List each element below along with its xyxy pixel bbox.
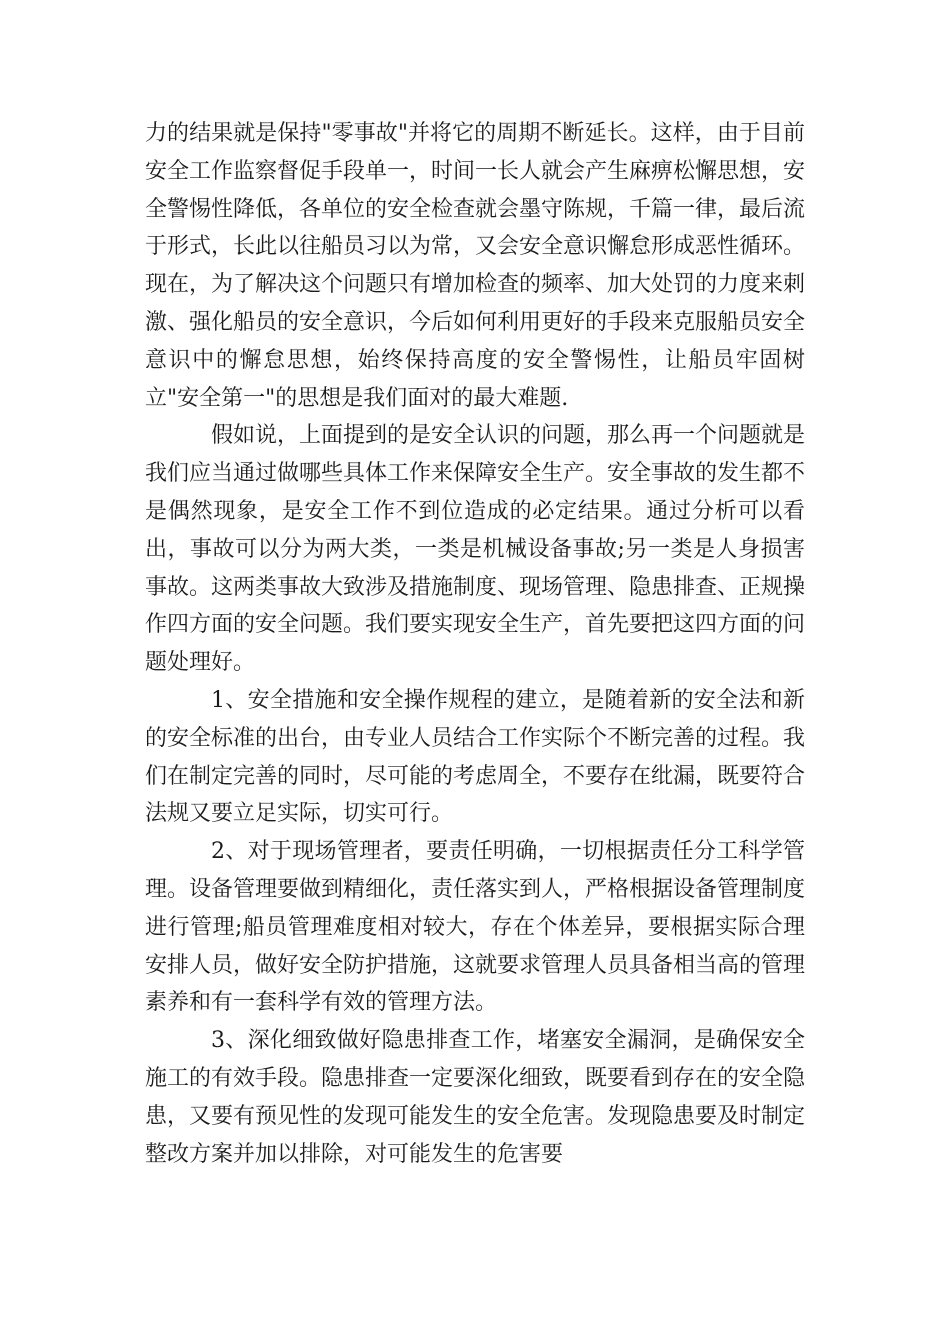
paragraph-4: 2、对于现场管理者，要责任明确，一切根据责任分工科学管理。设备管理要做到精细化，责任落实到人，严格根据设备管理制度进行管理;船员管理难度相对较大，存在个体差异，要根据实际合理安排人员，做好安全防护措施，这就要求管理人员具备相当高的管理素养和有一套科学有效的管理方法。 [145,839,806,1016]
body-text [145,115,805,1173]
paragraph-3: 1、安全措施和安全操作规程的建立，是随着新的安全法和新的安全标准的出台，由专业人员结合工作实际个不断完善的过程。我们在制定完善的同时，尽可能的考虑周全，不要存在纰漏，既要符合法规又要立足实际，切实可行。 [145,687,806,827]
paragraph-1: 力的结果就是保持"零事故"并将它的周期不断延长。这样，由于目前安全工作监察督促手段单一，时间一长人就会产生麻痹松懈思想，安全警惕性降低，各单位的安全检查就会墨守陈规，千篇一律，最后流于形式，长此以往船员习以为常，又会安全意识懈怠形成恶性循环。现在，为了解决这个问题只有增加检查的频率、加大处罚的力度来刺激、强化船员的安全意识，今后如何利用更好的手段来克服船员安全意识中的懈怠思想，始终保持高度的安全警惕性，让船员牢固树立"安全第一"的思想是我们面对的最大难题. [145,121,806,411]
paragraph-5: 3、深化细致做好隐患排查工作，堵塞安全漏洞，是确保安全施工的有效手段。隐患排查一定要深化细致，既要看到存在的安全隐患，又要有预见性的发现可能发生的安全危害。发现隐患要及时制定整改方案并加以排除，对可能发生的危害要 [145,1028,806,1167]
paragraph-2: 假如说，上面提到的是安全认识的问题，那么再一个问题就是我们应当通过做哪些具体工作来保障安全生产。安全事故的发生都不是偶然现象，是安全工作不到位造成的必定结果。通过分析可以看出，事故可以分为两大类，一类是机械设备事故;另一类是人身损害事故。这两类事故大致涉及措施制度、现场管理、隐患排查、正规操作四方面的安全问题。我们要实现安全生产，首先要把这四方面的问题处理好。 [145,423,806,676]
